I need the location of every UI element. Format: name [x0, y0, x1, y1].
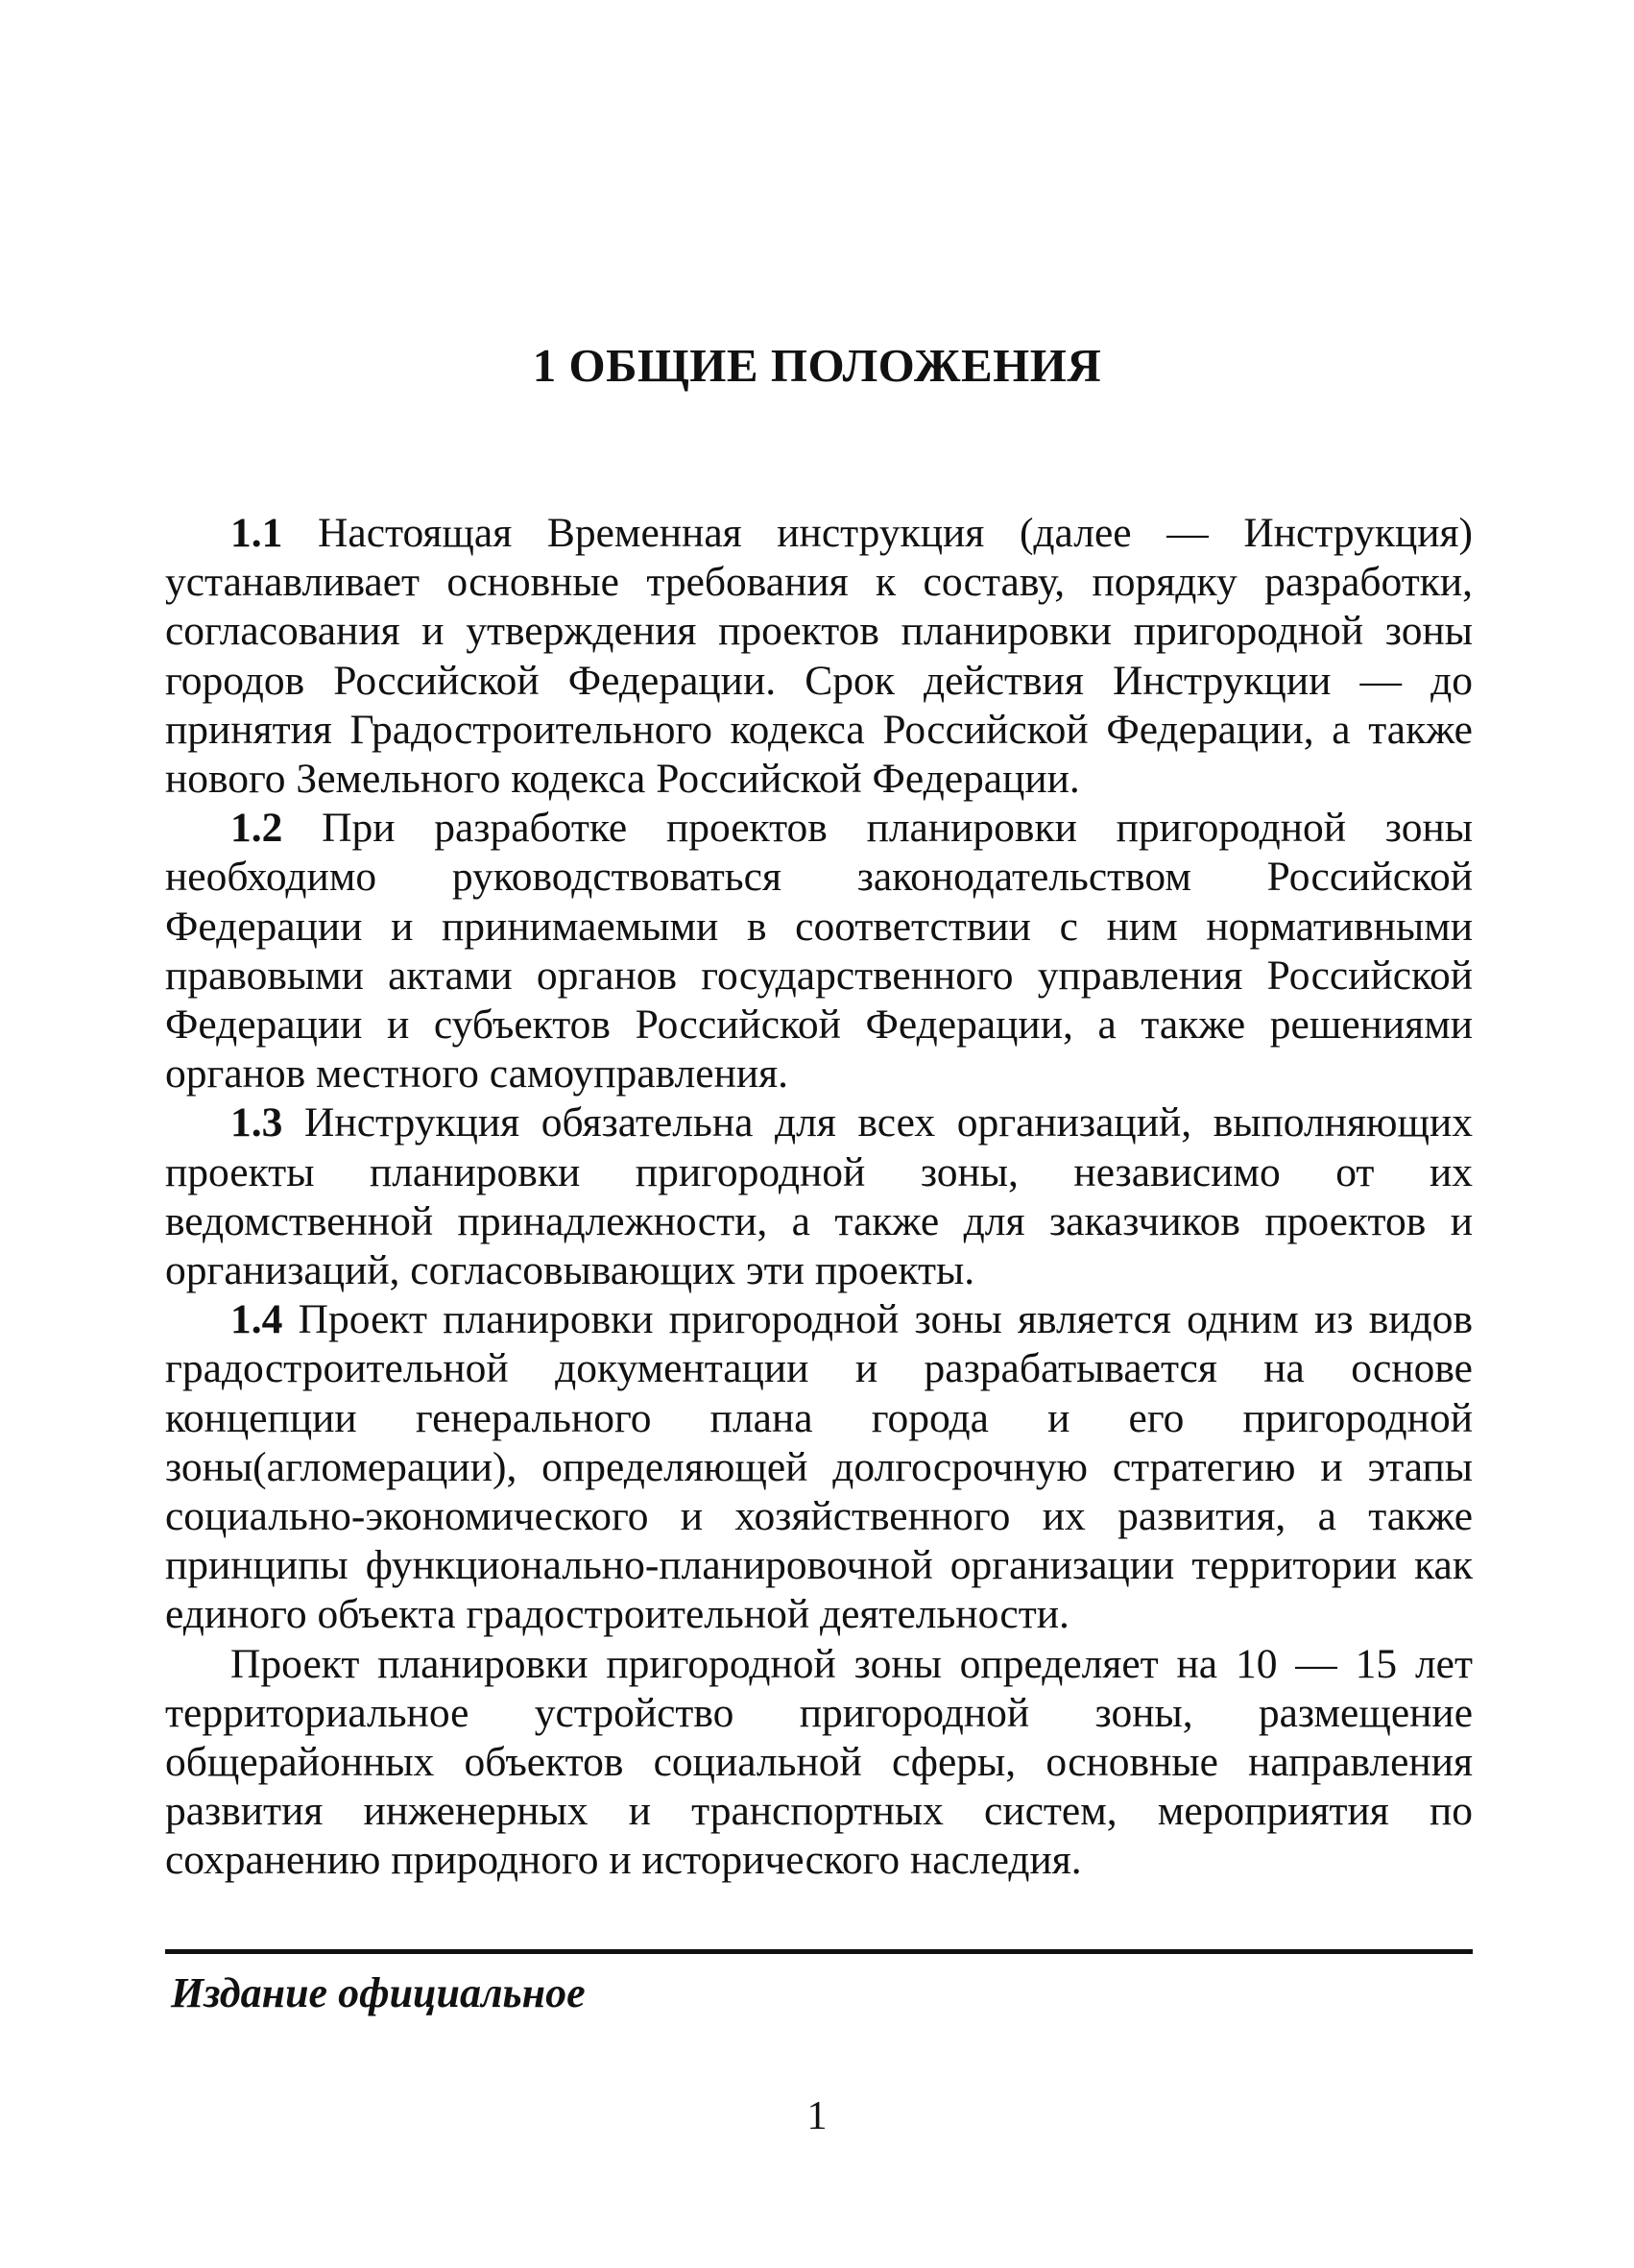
- paragraph-text: Проект планировки пригородной зоны является одним из видов градостроительной документации и разрабатывается на основе концепции генерального плана города и его пригородной зоны(агломерации), определяющей долгосрочную стратегию и этапы социально-экономического и хозяйственного их развития, а также принципы функционально-планировочной организации территории как единого объекта градостроительной деятельности.: [165, 1296, 1474, 1638]
- footer-divider: [165, 1949, 1473, 1954]
- paragraph-text: Настоящая Временная инструкция (далее — Инструкция) устанавливает основные требования к составу, порядку разработки, согласования и утверждения проектов планировки пригородной зоны городов Российской Федерации. Срок действия Инструкции — до принятия Градостроительного кодекса Российской Федерации, а также нового Земельного кодекса Российской Федерации.: [165, 510, 1474, 803]
- paragraph-number: 1.3: [230, 1099, 283, 1146]
- paragraph-text: Проект планировки пригородной зоны определяет на 10 — 15 лет территориальное устройство пригородной зоны, размещение общерайонных объектов социальной сферы, основные направления развития инженерных и транспортных систем, мероприятия по сохранению природного и исторического наследия.: [165, 1640, 1473, 1884]
- paragraph-number: 1.4: [230, 1296, 283, 1343]
- paragraph-1-4: [165, 1295, 1473, 1639]
- paragraph-1-4-continued: [165, 1640, 1473, 1886]
- page-number: 1: [806, 2094, 828, 2138]
- paragraph-text: Инструкция обязательна для всех организаций, выполняющих проекты планировки пригородной зоны, независимо от их ведомственной принадлежности, а также для заказчиков проектов и организаций, согласовывающих эти проекты.: [165, 1099, 1473, 1294]
- section-heading: 1 ОБЩИЕ ПОЛОЖЕНИЯ: [532, 339, 1102, 392]
- paragraph-1-3: [165, 1098, 1473, 1295]
- paragraph-number: 1.2: [230, 805, 283, 852]
- paragraph-number: 1.1: [230, 510, 283, 556]
- paragraph-text: При разработке проектов планировки пригородной зоны необходимо руководствоваться законодательством Российской Федерации и принимаемыми в соответствии с ним нормативными правовыми актами органов государственного управления Российской Федерации и субъектов Российской Федерации, а также решениями органов местного самоуправления.: [165, 805, 1473, 1098]
- paragraph-1-2: [165, 804, 1473, 1098]
- body-text: [165, 509, 1473, 1886]
- official-edition-note: Издание официальное: [171, 1969, 586, 2016]
- paragraph-1-1: [165, 509, 1473, 804]
